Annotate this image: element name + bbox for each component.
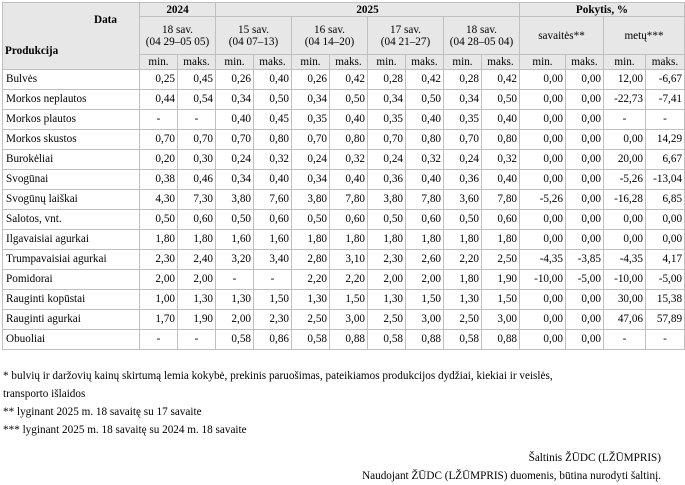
- price-cell: 7,60: [254, 190, 292, 210]
- price-cell: 0,24: [368, 150, 406, 170]
- price-cell: 1,90: [178, 310, 216, 330]
- table-row: [3, 290, 685, 310]
- price-cell: 0,34: [292, 90, 330, 110]
- price-cell: 0,00: [646, 210, 685, 230]
- price-cell: -6,67: [646, 70, 685, 90]
- header-max: maks.: [566, 55, 604, 70]
- price-cell: 0,50: [254, 90, 292, 110]
- price-cell: 0,50: [330, 90, 368, 110]
- product-name: Svogūnų laiškai: [3, 190, 140, 210]
- price-cell: 1,00: [140, 290, 178, 310]
- price-cell: 0,34: [216, 90, 254, 110]
- price-cell: 57,89: [646, 310, 685, 330]
- price-cell: 0,26: [292, 70, 330, 90]
- header-period: 18 sav. (04 29–05 05): [140, 17, 216, 55]
- header-date-label: Data: [94, 14, 117, 26]
- table-row: [3, 310, 685, 330]
- price-cell: 2,60: [406, 250, 444, 270]
- price-cell: 2,20: [292, 270, 330, 290]
- price-cell: 0,26: [216, 70, 254, 90]
- price-cell: 0,80: [330, 130, 368, 150]
- price-cell: 7,80: [406, 190, 444, 210]
- product-name: Ilgavaisiai agurkai: [3, 230, 140, 250]
- price-cell: 0,28: [444, 70, 482, 90]
- table-row: [3, 330, 685, 350]
- price-cell: 0,24: [292, 150, 330, 170]
- price-cell: 0,00: [520, 310, 566, 330]
- price-cell: 0,88: [406, 330, 444, 350]
- price-cell: 12,00: [604, 70, 646, 90]
- price-cell: 1,80: [444, 230, 482, 250]
- price-cell: 0,70: [140, 130, 178, 150]
- price-cell: 0,60: [330, 210, 368, 230]
- price-cell: 0,20: [140, 150, 178, 170]
- price-cell: 20,00: [604, 150, 646, 170]
- price-cell: 0,40: [482, 110, 520, 130]
- footnote-line: *** lyginant 2025 m. 18 savaitę su 2024 m. 18 savaite: [3, 424, 247, 436]
- table-row: [3, 150, 685, 170]
- footnote-line: transporto išlaidos: [3, 388, 86, 400]
- price-cell: 0,70: [444, 130, 482, 150]
- price-cell: -5,26: [520, 190, 566, 210]
- price-cell: 0,00: [566, 150, 604, 170]
- price-cell: -7,41: [646, 90, 685, 110]
- price-cell: 0,00: [566, 210, 604, 230]
- table-row: [3, 90, 685, 110]
- product-name: Bulvės: [3, 70, 140, 90]
- price-cell: 0,00: [566, 170, 604, 190]
- header-max: maks.: [254, 55, 292, 70]
- table-row: [3, 190, 685, 210]
- price-cell: 0,46: [178, 170, 216, 190]
- price-cell: 0,00: [520, 170, 566, 190]
- price-cell: 0,00: [566, 290, 604, 310]
- price-cell: 0,88: [330, 330, 368, 350]
- price-cell: 0,88: [482, 330, 520, 350]
- price-cell: 0,30: [178, 150, 216, 170]
- price-cell: 0,60: [254, 210, 292, 230]
- price-cell: 0,32: [254, 150, 292, 170]
- price-cell: 0,50: [140, 210, 178, 230]
- price-cell: 0,00: [566, 70, 604, 90]
- header-min: min.: [444, 55, 482, 70]
- price-cell: 0,60: [482, 210, 520, 230]
- table-row: [3, 210, 685, 230]
- header-year-2025: 2025: [216, 3, 520, 17]
- price-cell: 0,00: [520, 70, 566, 90]
- price-cell: 1,30: [444, 290, 482, 310]
- price-cell: 2,00: [178, 270, 216, 290]
- price-cell: 2,00: [140, 270, 178, 290]
- price-cell: -13,04: [646, 170, 685, 190]
- price-cell: 4,17: [646, 250, 685, 270]
- price-cell: 0,00: [520, 130, 566, 150]
- price-cell: 0,28: [368, 70, 406, 90]
- price-cell: 0,40: [330, 170, 368, 190]
- price-cell: 0,54: [178, 90, 216, 110]
- price-cell: 0,34: [216, 170, 254, 190]
- price-cell: 0,40: [254, 170, 292, 190]
- price-cell: 0,60: [178, 210, 216, 230]
- price-cell: 0,40: [330, 110, 368, 130]
- price-cell: 2,30: [140, 250, 178, 270]
- header-year-2024: 2024: [140, 3, 216, 17]
- price-cell: 0,50: [444, 210, 482, 230]
- price-cell: 0,24: [216, 150, 254, 170]
- table-row: [3, 250, 685, 270]
- price-cell: 2,80: [292, 250, 330, 270]
- price-cell: 3,20: [216, 250, 254, 270]
- price-cell: 1,50: [406, 290, 444, 310]
- price-cell: 0,80: [406, 130, 444, 150]
- header-min: min.: [216, 55, 254, 70]
- price-cell: 0,45: [254, 110, 292, 130]
- price-cell: 0,35: [292, 110, 330, 130]
- price-cell: 3,40: [254, 250, 292, 270]
- price-cell: 0,24: [444, 150, 482, 170]
- vegetable-price-table: [2, 2, 685, 350]
- product-name: Obuoliai: [3, 330, 140, 350]
- price-cell: -: [254, 270, 292, 290]
- price-cell: 6,85: [646, 190, 685, 210]
- price-cell: 2,50: [444, 310, 482, 330]
- price-cell: 0,36: [444, 170, 482, 190]
- price-cell: 0,00: [566, 130, 604, 150]
- price-cell: 2,50: [368, 310, 406, 330]
- price-cell: 47,06: [604, 310, 646, 330]
- product-name: Morkos skustos: [3, 130, 140, 150]
- price-cell: 0,00: [520, 210, 566, 230]
- price-cell: 2,00: [216, 310, 254, 330]
- price-cell: 0,40: [406, 170, 444, 190]
- price-cell: 0,38: [140, 170, 178, 190]
- header-max: maks.: [406, 55, 444, 70]
- price-cell: 2,50: [292, 310, 330, 330]
- price-cell: 3,10: [330, 250, 368, 270]
- price-cell: 7,80: [330, 190, 368, 210]
- price-cell: 0,58: [368, 330, 406, 350]
- price-cell: 0,42: [406, 70, 444, 90]
- price-cell: 0,00: [520, 110, 566, 130]
- header-product-label: Produkcija: [5, 45, 59, 57]
- footnote-line: * bulvių ir daržovių kainų skirtumą lemia kokybė, prekinis paruošimas, pateikiamos produkcijos dydžiai, kiekiai ir veislės,: [3, 370, 553, 382]
- price-cell: 0,00: [520, 290, 566, 310]
- price-cell: 0,45: [178, 70, 216, 90]
- price-cell: 0,50: [216, 210, 254, 230]
- price-cell: 0,32: [406, 150, 444, 170]
- price-cell: 0,00: [566, 110, 604, 130]
- header-period: 18 sav. (04 28–05 04): [444, 17, 520, 55]
- price-cell: 0,50: [406, 90, 444, 110]
- price-cell: -: [604, 110, 646, 130]
- header-period: 16 sav. (04 14–20): [292, 17, 368, 55]
- price-cell: 0,34: [368, 90, 406, 110]
- price-cell: 0,32: [330, 150, 368, 170]
- price-cell: 2,30: [368, 250, 406, 270]
- table-row: [3, 110, 685, 130]
- price-cell: 15,38: [646, 290, 685, 310]
- price-cell: 1,50: [330, 290, 368, 310]
- product-name: Rauginti agurkai: [3, 310, 140, 330]
- price-cell: 0,34: [292, 170, 330, 190]
- price-cell: 1,80: [444, 270, 482, 290]
- price-cell: 1,80: [140, 230, 178, 250]
- price-cell: 0,50: [292, 210, 330, 230]
- table-row: [3, 230, 685, 250]
- price-cell: 1,50: [254, 290, 292, 310]
- price-cell: 0,00: [520, 150, 566, 170]
- price-cell: 0,00: [520, 330, 566, 350]
- price-cell: 1,30: [292, 290, 330, 310]
- price-cell: -: [140, 330, 178, 350]
- header-min: min.: [140, 55, 178, 70]
- price-cell: 1,90: [482, 270, 520, 290]
- price-cell: -: [216, 270, 254, 290]
- price-cell: 1,30: [178, 290, 216, 310]
- header-change-weekly: savaitės**: [520, 17, 604, 55]
- header-change: Pokytis, %: [520, 3, 685, 17]
- price-cell: 0,00: [520, 90, 566, 110]
- price-cell: 1,80: [330, 230, 368, 250]
- price-cell: 0,36: [368, 170, 406, 190]
- price-cell: 2,00: [368, 270, 406, 290]
- price-table-body: [3, 70, 685, 350]
- price-cell: 0,70: [292, 130, 330, 150]
- price-cell: -: [140, 110, 178, 130]
- price-cell: 0,40: [216, 110, 254, 130]
- price-cell: 3,00: [482, 310, 520, 330]
- price-cell: 0,86: [254, 330, 292, 350]
- price-cell: 0,58: [292, 330, 330, 350]
- header-corner: [3, 3, 140, 70]
- price-cell: -5,26: [604, 170, 646, 190]
- header-min: min.: [368, 55, 406, 70]
- product-name: Morkos neplautos: [3, 90, 140, 110]
- price-cell: 0,70: [368, 130, 406, 150]
- header-change-yearly: metų***: [604, 17, 685, 55]
- product-name: Rauginti kopūstai: [3, 290, 140, 310]
- price-cell: 0,40: [406, 110, 444, 130]
- header-min: min.: [292, 55, 330, 70]
- price-cell: 0,80: [254, 130, 292, 150]
- product-name: Salotos, vnt.: [3, 210, 140, 230]
- price-cell: 0,70: [216, 130, 254, 150]
- price-cell: 0,35: [444, 110, 482, 130]
- price-cell: 0,00: [566, 190, 604, 210]
- price-cell: 7,30: [178, 190, 216, 210]
- product-name: Trumpavaisiai agurkai: [3, 250, 140, 270]
- price-cell: 1,70: [140, 310, 178, 330]
- price-cell: 1,80: [368, 230, 406, 250]
- price-cell: 2,00: [406, 270, 444, 290]
- table-row: [3, 130, 685, 150]
- price-cell: 0,58: [216, 330, 254, 350]
- price-cell: 0,00: [604, 230, 646, 250]
- price-cell: -3,85: [566, 250, 604, 270]
- price-cell: 0,00: [566, 90, 604, 110]
- price-cell: 0,00: [646, 230, 685, 250]
- price-cell: 1,30: [368, 290, 406, 310]
- price-cell: -5,00: [566, 270, 604, 290]
- price-cell: 30,00: [604, 290, 646, 310]
- price-cell: 0,00: [566, 230, 604, 250]
- price-cell: 1,30: [216, 290, 254, 310]
- price-cell: -22,73: [604, 90, 646, 110]
- price-cell: 0,00: [566, 330, 604, 350]
- price-cell: -4,35: [520, 250, 566, 270]
- header-max: maks.: [482, 55, 520, 70]
- price-cell: -: [178, 330, 216, 350]
- price-cell: -16,28: [604, 190, 646, 210]
- table-row: [3, 70, 685, 90]
- product-name: Morkos plautos: [3, 110, 140, 130]
- price-cell: 14,29: [646, 130, 685, 150]
- price-cell: 2,20: [444, 250, 482, 270]
- price-cell: 0,34: [444, 90, 482, 110]
- price-cell: 0,50: [368, 210, 406, 230]
- price-cell: 1,80: [178, 230, 216, 250]
- price-cell: -4,35: [604, 250, 646, 270]
- source-attribution-line: Naudojant ŽŪDC (LŽŪMPRIS) duomenis, būtina nurodyti šaltinį.: [362, 470, 661, 482]
- price-cell: 2,20: [330, 270, 368, 290]
- price-cell: 0,00: [604, 130, 646, 150]
- price-cell: 0,00: [604, 210, 646, 230]
- price-cell: 1,50: [482, 290, 520, 310]
- price-cell: 0,40: [482, 170, 520, 190]
- price-cell: 2,40: [178, 250, 216, 270]
- table-row: [3, 270, 685, 290]
- footnote-line: ** lyginant 2025 m. 18 savaitę su 17 savaite: [3, 406, 202, 418]
- product-name: Svogūnai: [3, 170, 140, 190]
- price-cell: 3,80: [292, 190, 330, 210]
- price-cell: 0,80: [482, 130, 520, 150]
- price-cell: 0,42: [330, 70, 368, 90]
- price-cell: 0,58: [444, 330, 482, 350]
- price-cell: -10,00: [520, 270, 566, 290]
- header-period: 15 sav. (04 07–13): [216, 17, 292, 55]
- header-max: maks.: [330, 55, 368, 70]
- source-line: Šaltinis ŽŪDC (LŽŪMPRIS): [528, 452, 661, 464]
- price-cell: 0,60: [406, 210, 444, 230]
- price-cell: 1,80: [406, 230, 444, 250]
- price-cell: -10,00: [604, 270, 646, 290]
- footnotes: [3, 367, 653, 439]
- table-row: [3, 170, 685, 190]
- price-cell: -: [604, 330, 646, 350]
- price-cell: 3,00: [406, 310, 444, 330]
- price-cell: 0,25: [140, 70, 178, 90]
- header-min: min.: [604, 55, 646, 70]
- price-cell: 3,80: [216, 190, 254, 210]
- price-cell: 0,00: [520, 230, 566, 250]
- price-cell: 0,00: [566, 310, 604, 330]
- header-period: 17 sav. (04 21–27): [368, 17, 444, 55]
- price-cell: 2,30: [254, 310, 292, 330]
- price-cell: 1,80: [482, 230, 520, 250]
- price-cell: -: [178, 110, 216, 130]
- product-name: Pomidorai: [3, 270, 140, 290]
- price-cell: -5,00: [646, 270, 685, 290]
- price-cell: 0,32: [482, 150, 520, 170]
- price-cell: 0,50: [482, 90, 520, 110]
- price-cell: 0,70: [178, 130, 216, 150]
- price-cell: 7,80: [482, 190, 520, 210]
- price-cell: 3,80: [368, 190, 406, 210]
- price-cell: 0,42: [482, 70, 520, 90]
- header-max: maks.: [178, 55, 216, 70]
- price-cell: 3,60: [444, 190, 482, 210]
- price-cell: 6,67: [646, 150, 685, 170]
- price-cell: 2,50: [482, 250, 520, 270]
- price-cell: 1,60: [254, 230, 292, 250]
- price-cell: 0,35: [368, 110, 406, 130]
- price-cell: -: [646, 110, 685, 130]
- price-cell: -: [646, 330, 685, 350]
- price-cell: 0,44: [140, 90, 178, 110]
- product-name: Burokėliai: [3, 150, 140, 170]
- price-cell: 1,60: [216, 230, 254, 250]
- header-min: min.: [520, 55, 566, 70]
- price-cell: 4,30: [140, 190, 178, 210]
- source-note: [362, 449, 661, 485]
- price-cell: 0,40: [254, 70, 292, 90]
- price-cell: 3,00: [330, 310, 368, 330]
- price-cell: 1,80: [292, 230, 330, 250]
- header-max: maks.: [646, 55, 685, 70]
